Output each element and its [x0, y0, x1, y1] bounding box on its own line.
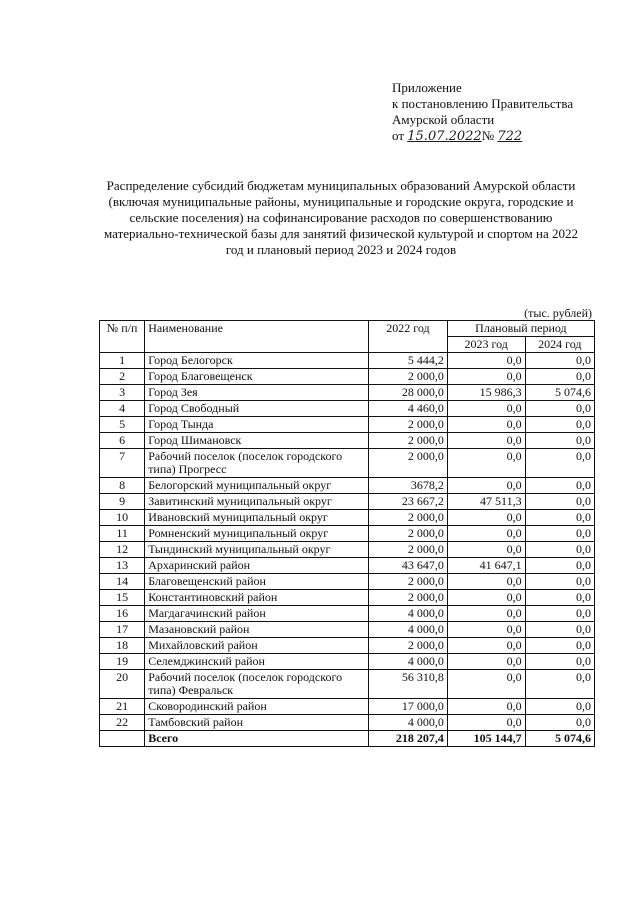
- handwritten-number: 722: [497, 129, 523, 144]
- row-value-2023: 0,0: [447, 574, 525, 590]
- appendix-line-2: к постановлению Правительства: [392, 96, 574, 111]
- row-value-2023: 0,0: [447, 654, 525, 670]
- table-row: [100, 638, 595, 654]
- appendix-block: [392, 80, 573, 145]
- row-value-2024: 0,0: [525, 526, 594, 542]
- row-value-2024: 0,0: [525, 353, 594, 369]
- row-name: Белогорский муниципальный округ: [145, 478, 369, 494]
- row-number: 10: [100, 510, 145, 526]
- row-name: Благовещенский район: [145, 574, 369, 590]
- row-value-2022: 43 647,0: [369, 558, 448, 574]
- row-value-2022: 2 000,0: [369, 449, 448, 478]
- row-value-2024: 0,0: [525, 494, 594, 510]
- row-value-2022: 4 000,0: [369, 715, 448, 731]
- row-name: Город Зея: [145, 385, 369, 401]
- row-number: 14: [100, 574, 145, 590]
- row-value-2023: 0,0: [447, 353, 525, 369]
- row-value-2022: 4 000,0: [369, 606, 448, 622]
- row-value-2023: 0,0: [447, 449, 525, 478]
- row-value-2024: 0,0: [525, 699, 594, 715]
- row-value-2023: 0,0: [447, 401, 525, 417]
- row-value-2024: 0,0: [525, 654, 594, 670]
- table-row: [100, 494, 595, 510]
- table-row: [100, 369, 595, 385]
- appendix-line-3: Амурской области: [392, 112, 495, 127]
- row-value-2022: 2 000,0: [369, 590, 448, 606]
- row-value-2022: 4 460,0: [369, 401, 448, 417]
- row-value-2024: 0,0: [525, 478, 594, 494]
- row-number: 7: [100, 449, 145, 478]
- row-value-2023: 0,0: [447, 542, 525, 558]
- row-number: 21: [100, 699, 145, 715]
- row-name: Константиновский район: [145, 590, 369, 606]
- header-2024: 2024 год: [525, 337, 594, 353]
- row-value-2023: 47 511,3: [447, 494, 525, 510]
- row-number: 9: [100, 494, 145, 510]
- row-name: Завитинский муниципальный округ: [145, 494, 369, 510]
- row-number: 5: [100, 417, 145, 433]
- row-name: Тындинский муниципальный округ: [145, 542, 369, 558]
- header-plan-period: Плановый период: [447, 321, 594, 337]
- table-row: [100, 622, 595, 638]
- row-value-2023: 0,0: [447, 715, 525, 731]
- row-value-2024: 0,0: [525, 622, 594, 638]
- row-value-2024: 0,0: [525, 449, 594, 478]
- handwritten-date: 15.07.2022: [407, 129, 482, 144]
- row-value-2023: 0,0: [447, 478, 525, 494]
- row-number: 6: [100, 433, 145, 449]
- table-row: [100, 433, 595, 449]
- row-name: Рабочий поселок (поселок городского типа) Февральск: [145, 670, 369, 699]
- row-value-2024: 0,0: [525, 433, 594, 449]
- row-value-2023: 0,0: [447, 638, 525, 654]
- row-name: Город Белогорск: [145, 353, 369, 369]
- row-value-2023: 15 986,3: [447, 385, 525, 401]
- total-2022: 218 207,4: [369, 731, 448, 747]
- row-value-2022: 2 000,0: [369, 542, 448, 558]
- table-row: [100, 510, 595, 526]
- total-2024: 5 074,6: [525, 731, 594, 747]
- row-value-2024: 0,0: [525, 542, 594, 558]
- row-number: 2: [100, 369, 145, 385]
- row-number: 17: [100, 622, 145, 638]
- row-number: 15: [100, 590, 145, 606]
- row-number: 12: [100, 542, 145, 558]
- table-row: [100, 654, 595, 670]
- row-number: 11: [100, 526, 145, 542]
- row-value-2022: 4 000,0: [369, 622, 448, 638]
- unit-label: (тыс. рублей): [524, 306, 592, 320]
- total-2023: 105 144,7: [447, 731, 525, 747]
- row-value-2022: 2 000,0: [369, 526, 448, 542]
- row-number: 3: [100, 385, 145, 401]
- row-name: Город Свободный: [145, 401, 369, 417]
- row-name: Мазановский район: [145, 622, 369, 638]
- table-row: [100, 590, 595, 606]
- row-value-2022: 2 000,0: [369, 433, 448, 449]
- row-value-2022: 5 444,2: [369, 353, 448, 369]
- row-number: 16: [100, 606, 145, 622]
- table-row: [100, 401, 595, 417]
- row-value-2024: 0,0: [525, 574, 594, 590]
- row-name: Ивановский муниципальный округ: [145, 510, 369, 526]
- row-name: Михайловский район: [145, 638, 369, 654]
- row-value-2022: 23 667,2: [369, 494, 448, 510]
- row-value-2024: 0,0: [525, 510, 594, 526]
- row-value-2023: 0,0: [447, 670, 525, 699]
- row-name: Селемджинский район: [145, 654, 369, 670]
- row-value-2022: 4 000,0: [369, 654, 448, 670]
- table-row: [100, 715, 595, 731]
- row-name: Архаринский район: [145, 558, 369, 574]
- table-row: [100, 699, 595, 715]
- document-title: Распределение субсидий бюджетам муниципальных образований Амурской области (включая муниципальные районы, муниципальные и городские округа, городские и сельские поселения) на софинансирование расходов по совершенствованию материально-технической базы для занятий физической культурой и спортом на 2022 год и плановый период 2023 и 2024 годов: [104, 178, 578, 257]
- table-row: [100, 574, 595, 590]
- row-number: 18: [100, 638, 145, 654]
- row-value-2022: 17 000,0: [369, 699, 448, 715]
- row-value-2023: 0,0: [447, 526, 525, 542]
- row-value-2022: 2 000,0: [369, 638, 448, 654]
- row-value-2022: 2 000,0: [369, 574, 448, 590]
- row-number: 13: [100, 558, 145, 574]
- row-number: 1: [100, 353, 145, 369]
- appendix-line-1: Приложение: [392, 80, 462, 95]
- table-row: [100, 353, 595, 369]
- row-value-2022: 3678,2: [369, 478, 448, 494]
- row-number: 8: [100, 478, 145, 494]
- row-value-2023: 0,0: [447, 622, 525, 638]
- row-value-2023: 0,0: [447, 433, 525, 449]
- row-value-2022: 2 000,0: [369, 369, 448, 385]
- row-value-2023: 0,0: [447, 699, 525, 715]
- row-number: 4: [100, 401, 145, 417]
- total-num-empty: [100, 731, 145, 747]
- row-name: Сковородинский район: [145, 699, 369, 715]
- row-name: Ромненский муниципальный округ: [145, 526, 369, 542]
- table-row: [100, 526, 595, 542]
- row-number: 20: [100, 670, 145, 699]
- header-2022: 2022 год: [369, 321, 448, 353]
- row-value-2024: 5 074,6: [525, 385, 594, 401]
- row-name: Магдагачинский район: [145, 606, 369, 622]
- row-value-2024: 0,0: [525, 401, 594, 417]
- table-row: [100, 558, 595, 574]
- total-label: Всего: [145, 731, 369, 747]
- header-num: № п/п: [100, 321, 145, 353]
- row-value-2024: 0,0: [525, 670, 594, 699]
- row-value-2023: 41 647,1: [447, 558, 525, 574]
- row-value-2022: 2 000,0: [369, 510, 448, 526]
- row-value-2024: 0,0: [525, 715, 594, 731]
- table-row: [100, 478, 595, 494]
- row-value-2024: 0,0: [525, 590, 594, 606]
- row-name: Город Тында: [145, 417, 369, 433]
- row-number: 22: [100, 715, 145, 731]
- table-row: [100, 606, 595, 622]
- row-name: Город Благовещенск: [145, 369, 369, 385]
- number-prefix: №: [481, 128, 495, 143]
- row-value-2024: 0,0: [525, 558, 594, 574]
- row-number: 19: [100, 654, 145, 670]
- row-name: Тамбовский район: [145, 715, 369, 731]
- table-row: [100, 670, 595, 699]
- row-value-2023: 0,0: [447, 590, 525, 606]
- row-value-2024: 0,0: [525, 369, 594, 385]
- row-name: Город Шимановск: [145, 433, 369, 449]
- row-value-2023: 0,0: [447, 606, 525, 622]
- header-2023: 2023 год: [447, 337, 525, 353]
- table-row: [100, 385, 595, 401]
- header-name: Наименование: [145, 321, 369, 353]
- row-value-2024: 0,0: [525, 638, 594, 654]
- row-name: Рабочий поселок (поселок городского типа) Прогресс: [145, 449, 369, 478]
- table-row: [100, 449, 595, 478]
- row-value-2023: 0,0: [447, 369, 525, 385]
- row-value-2023: 0,0: [447, 417, 525, 433]
- subsidy-table: [99, 320, 595, 747]
- row-value-2024: 0,0: [525, 417, 594, 433]
- row-value-2023: 0,0: [447, 510, 525, 526]
- table-row: [100, 417, 595, 433]
- row-value-2022: 56 310,8: [369, 670, 448, 699]
- appendix-date-line: [392, 128, 573, 145]
- row-value-2022: 2 000,0: [369, 417, 448, 433]
- total-row: [100, 731, 595, 747]
- table-row: [100, 542, 595, 558]
- date-prefix: от: [392, 128, 405, 143]
- header-row-1: [100, 321, 595, 337]
- row-value-2022: 28 000,0: [369, 385, 448, 401]
- row-value-2024: 0,0: [525, 606, 594, 622]
